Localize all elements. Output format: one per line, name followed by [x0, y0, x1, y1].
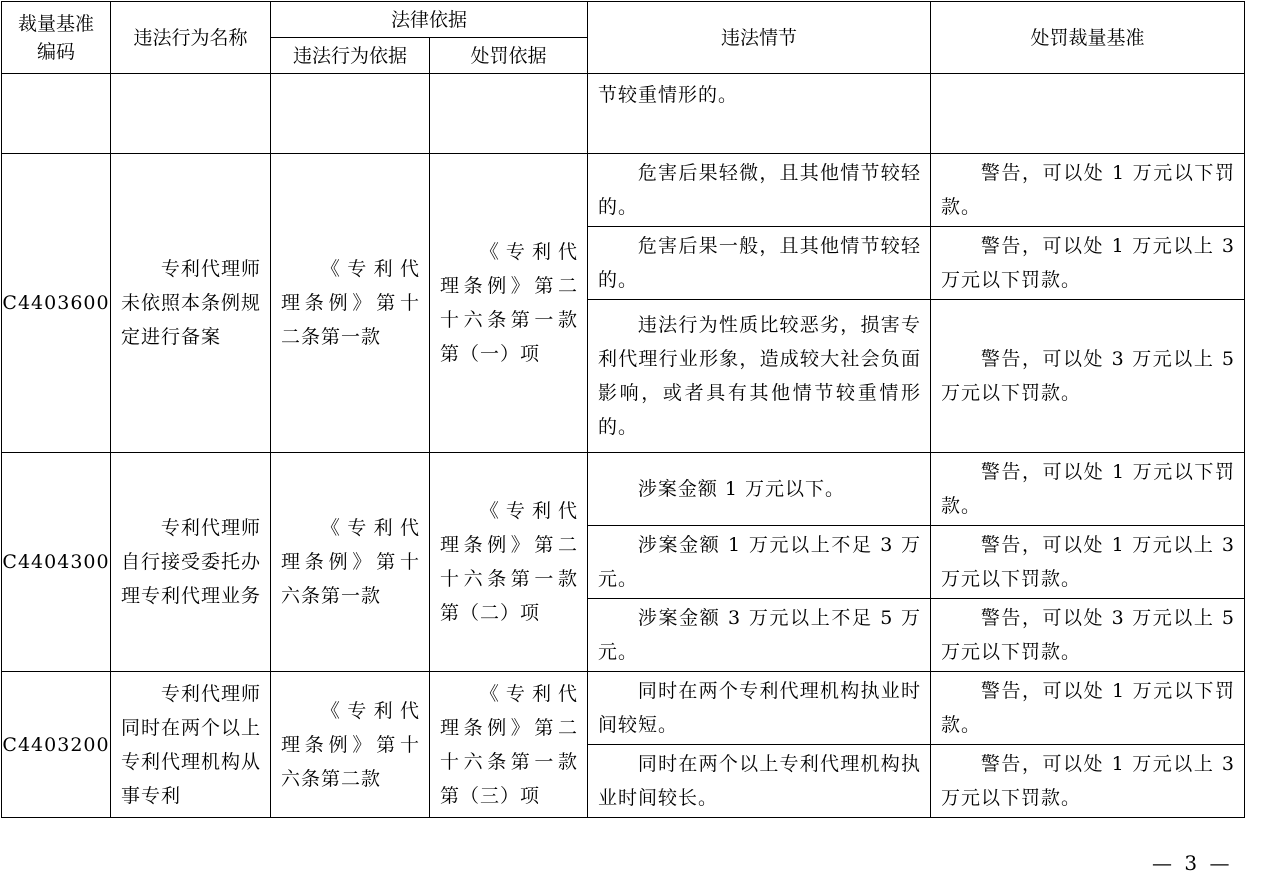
page-number: — 3 — — [1152, 851, 1233, 875]
circumstance-cell: 同时在两个以上专利代理机构执业时间较长。 — [588, 745, 931, 818]
circumstance-cell: 涉案金额 1 万元以下。 — [588, 453, 931, 526]
header-circumstance: 违法情节 — [588, 2, 931, 74]
standard-cell: 警告，可以处 1 万元以下罚款。 — [931, 453, 1245, 526]
table-cell — [111, 74, 271, 154]
table-cell — [271, 74, 430, 154]
header-standard: 处罚裁量基准 — [931, 2, 1245, 74]
violation-basis-cell: 《专利代理条例》第十六条第一款 — [271, 453, 430, 672]
penalty-basis-cell: 《专利代理条例》第二十六条第一款第（三）项 — [430, 672, 588, 818]
circumstance-cell: 危害后果轻微，且其他情节较轻的。 — [588, 154, 931, 227]
standard-cell: 警告，可以处 1 万元以上 3 万元以下罚款。 — [931, 526, 1245, 599]
header-name: 违法行为名称 — [111, 2, 271, 74]
code-cell: C4404300 — [2, 453, 111, 672]
header-violation-basis: 违法行为依据 — [271, 38, 430, 74]
discretion-standard-table — [1, 1, 1245, 818]
standard-cell: 警告，可以处 3 万元以上 5 万元以下罚款。 — [931, 599, 1245, 672]
violation-basis-cell: 《专利代理条例》第十二条第一款 — [271, 154, 430, 453]
header-legal-basis: 法律依据 — [271, 2, 588, 38]
penalty-basis-cell: 《专利代理条例》第二十六条第一款第（二）项 — [430, 453, 588, 672]
table-cell — [430, 74, 588, 154]
violation-name-cell: 专利代理师自行接受委托办理专利代理业务 — [111, 453, 271, 672]
header-code-line1: 裁量基准 — [17, 12, 94, 35]
table-cell — [931, 74, 1245, 154]
violation-name-cell: 专利代理师未依照本条例规定进行备案 — [111, 154, 271, 453]
circumstance-cell: 违法行为性质比较恶劣，损害专利代理行业形象，造成较大社会负面影响，或者具有其他情节较重情形的。 — [588, 300, 931, 453]
code-cell: C4403600 — [2, 154, 111, 453]
circumstance-cell: 涉案金额 1 万元以上不足 3 万元。 — [588, 526, 931, 599]
standard-cell: 警告，可以处 3 万元以上 5 万元以下罚款。 — [931, 300, 1245, 453]
table-row — [2, 453, 1245, 526]
standard-cell: 警告，可以处 1 万元以上 3 万元以下罚款。 — [931, 745, 1245, 818]
table-row — [2, 672, 1245, 745]
header-code-line2: 编码 — [36, 40, 75, 63]
circumstance-cell: 同时在两个专利代理机构执业时间较短。 — [588, 672, 931, 745]
violation-basis-cell: 《专利代理条例》第十六条第二款 — [271, 672, 430, 818]
code-cell: C4403200 — [2, 672, 111, 818]
table-cell — [2, 74, 111, 154]
circumstance-cell: 节较重情形的。 — [588, 74, 931, 154]
standard-cell: 警告，可以处 1 万元以下罚款。 — [931, 154, 1245, 227]
header-code — [2, 2, 111, 74]
standard-cell: 警告，可以处 1 万元以上 3 万元以下罚款。 — [931, 227, 1245, 300]
standard-cell: 警告，可以处 1 万元以下罚款。 — [931, 672, 1245, 745]
table-row-continuation — [2, 74, 1245, 154]
table-row — [2, 154, 1245, 227]
circumstance-cell: 危害后果一般，且其他情节较轻的。 — [588, 227, 931, 300]
circumstance-cell: 涉案金额 3 万元以上不足 5 万元。 — [588, 599, 931, 672]
penalty-basis-cell: 《专利代理条例》第二十六条第一款第（一）项 — [430, 154, 588, 453]
violation-name-cell: 专利代理师同时在两个以上专利代理机构从事专利 — [111, 672, 271, 818]
header-penalty-basis: 处罚依据 — [430, 38, 588, 74]
